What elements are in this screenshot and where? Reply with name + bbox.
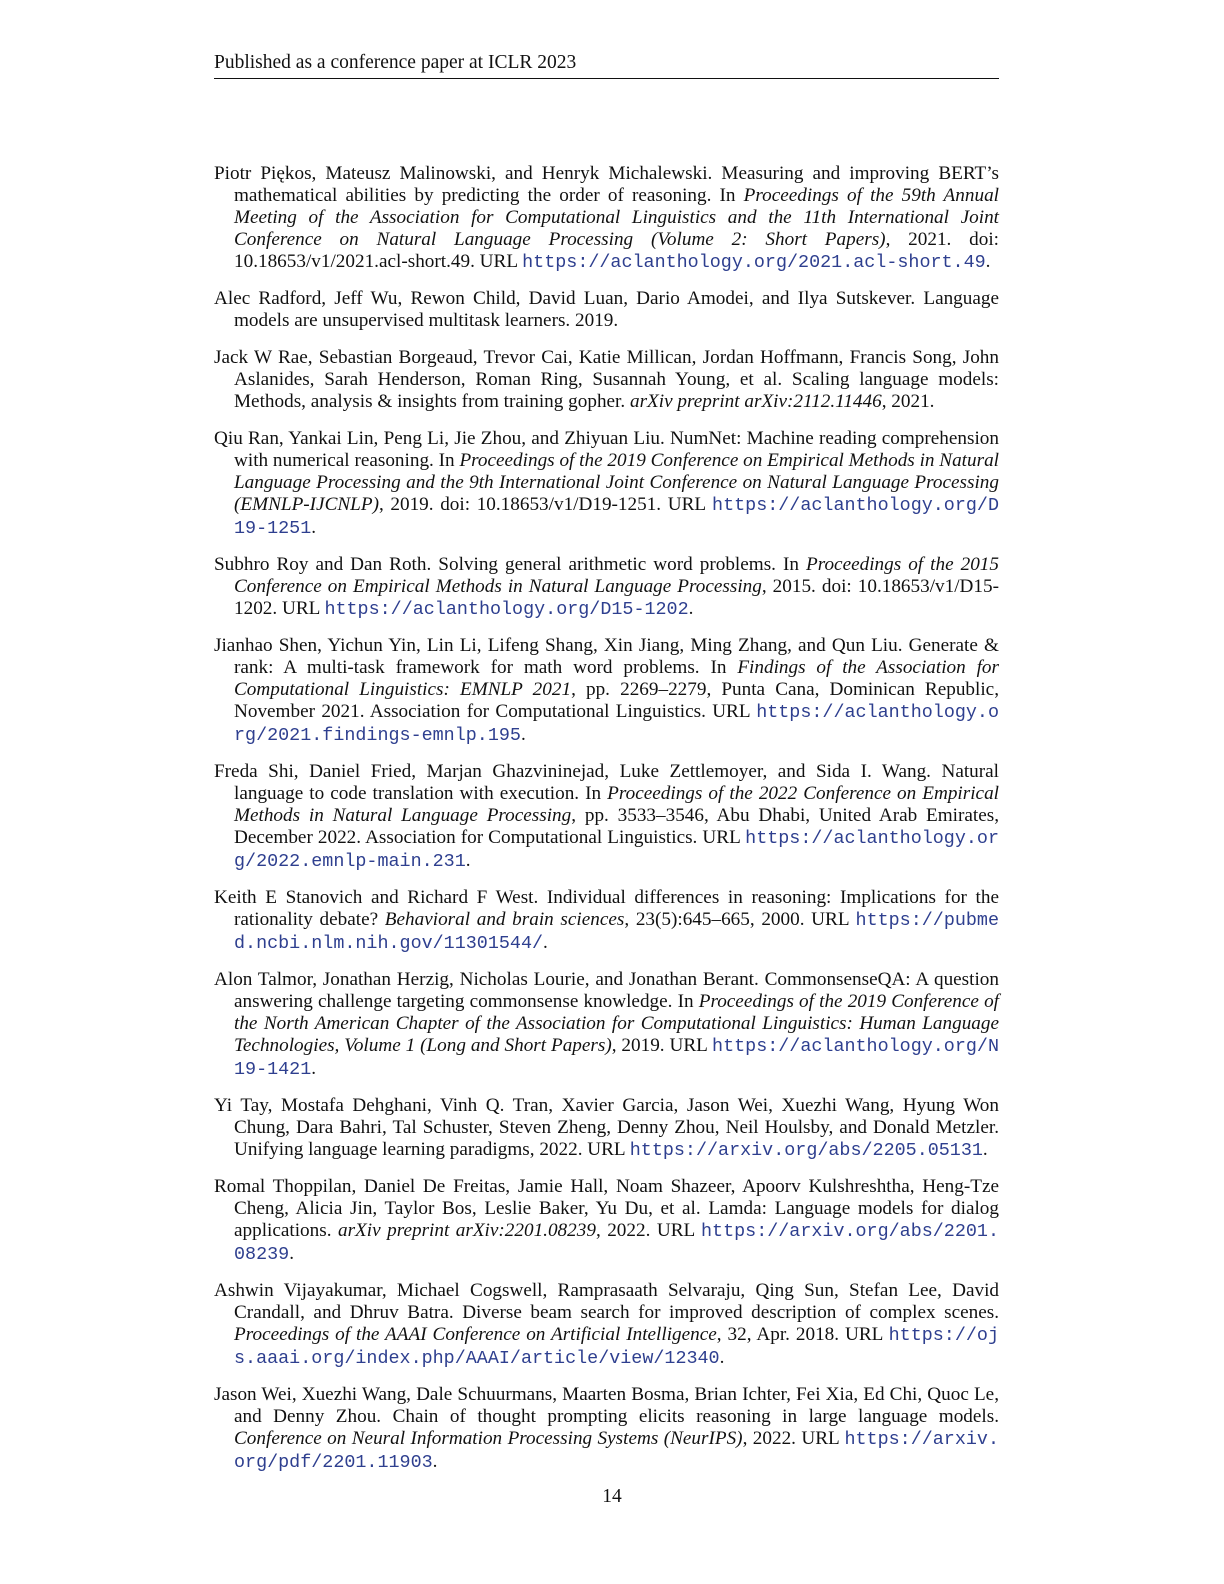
reference-venue: Proceedings of the 2019 Conference of the North American Chapter of the Association for Computational Linguistics: Human Language Technologies, Volume 1 (Long and Short Papers): [234, 991, 999, 1056]
reference-details: , 2019. doi: 10.18653/v1/D19-1251. URL: [378, 494, 713, 515]
reference-end: .: [311, 517, 317, 538]
reference-text: Jack W Rae, Sebastian Borgeaud, Trevor Cai, Katie Millican, Jordan Hoffmann, Francis Song, John Aslanides, Sarah Henderson, Roman Ring, Susannah Young, et al. Scaling language models: Methods, analysis & insights from training gopher.: [214, 347, 999, 412]
reference-url-link[interactable]: https://aclanthology.org/2021.findings-emnlp.195: [234, 702, 999, 746]
reference-venue: Proceedings of the AAAI Conference on Artificial Intelligence: [234, 1324, 717, 1345]
reference-details: , pp. 2269–2279, Punta Cana, Dominican Republic, November 2021. Association for Computational Linguistics. URL: [234, 679, 999, 722]
reference-item: [214, 288, 999, 333]
reference-text: Alec Radford, Jeff Wu, Rewon Child, David Luan, Dario Amodei, and Ilya Sutskever. Language models are unsupervised multitask learners. 2019.: [214, 288, 999, 331]
reference-details: , 2022. URL: [742, 1428, 845, 1449]
reference-url-link[interactable]: https://ojs.aaai.org/index.php/AAAI/article/view/12340: [234, 1325, 999, 1369]
reference-url-link[interactable]: https://aclanthology.org/2021.acl-short.49: [522, 252, 986, 273]
reference-end: .: [311, 1058, 317, 1079]
reference-item: [214, 428, 999, 540]
reference-end: .: [985, 251, 991, 272]
reference-venue: Proceedings of the 2019 Conference on Empirical Methods in Natural Language Processing and the 9th International Joint Conference on Natural Language Processing (EMNLP-IJCNLP): [234, 450, 1000, 515]
reference-item: [214, 761, 999, 873]
reference-text: Yi Tay, Mostafa Dehghani, Vinh Q. Tran, Xavier Garcia, Jason Wei, Xuezhi Wang, Hyung Won Chung, Dara Bahri, Tal Schuster, Steven Zheng, Denny Zhou, Neil Houlsby, and Donald Metzler. Unifying language learning paradigms, 2022. URL: [214, 1095, 999, 1160]
reference-url-link[interactable]: https://aclanthology.org/D15-1202: [324, 599, 689, 620]
reference-item: [214, 554, 999, 621]
reference-url-link[interactable]: https://aclanthology.org/2022.emnlp-main.231: [234, 828, 999, 872]
reference-venue: arXiv preprint arXiv:2201.08239: [338, 1220, 596, 1241]
reference-venue: arXiv preprint arXiv:2112.11446: [629, 391, 882, 412]
reference-details: , 23(5):645–665, 2000. URL: [624, 909, 856, 930]
reference-end: .: [982, 1139, 988, 1160]
reference-item: [214, 163, 999, 274]
reference-venue: Proceedings of the 2022 Conference on Empirical Methods in Natural Language Processing: [234, 783, 999, 826]
reference-item: [214, 1384, 999, 1474]
reference-text: Alon Talmor, Jonathan Herzig, Nicholas Lourie, and Jonathan Berant. CommonsenseQA: A question answering challenge targeting commonsense knowledge. In: [214, 969, 999, 1012]
reference-end: .: [520, 724, 526, 745]
reference-url-link[interactable]: https://arxiv.org/abs/2205.05131: [629, 1140, 983, 1161]
reference-item: [214, 1280, 999, 1370]
reference-url-link[interactable]: https://aclanthology.org/D19-1251: [234, 495, 999, 539]
reference-text: Ashwin Vijayakumar, Michael Cogswell, Ramprasaath Selvaraju, Qing Sun, Stefan Lee, David Crandall, and Dhruv Batra. Diverse beam search for improved description of complex scenes.: [214, 1280, 999, 1323]
reference-item: [214, 969, 999, 1081]
reference-url-link[interactable]: https://pubmed.ncbi.nlm.nih.gov/11301544/: [234, 910, 1000, 954]
reference-venue: Proceedings of the 2015 Conference on Empirical Methods in Natural Language Processing: [234, 554, 999, 597]
reference-details: , 2021. doi: 10.18653/v1/2021.acl-short.49. URL: [234, 229, 999, 272]
reference-text: Subhro Roy and Dan Roth. Solving general arithmetic word problems. In: [214, 554, 806, 575]
reference-item: [214, 1095, 999, 1162]
reference-text: Piotr Piękos, Mateusz Malinowski, and Henryk Michalewski. Measuring and improving BERT’s mathematical abilities by predicting the order of reasoning. In: [214, 163, 999, 206]
reference-text: Jianhao Shen, Yichun Yin, Lin Li, Lifeng Shang, Xin Jiang, Ming Zhang, and Qun Liu. Generate & rank: A multi-task framework for math word problems. In: [214, 635, 999, 678]
reference-item: [214, 887, 999, 955]
reference-end: .: [543, 932, 548, 953]
reference-text: Qiu Ran, Yankai Lin, Peng Li, Jie Zhou, and Zhiyuan Liu. NumNet: Machine reading comprehension with numerical reasoning. In: [214, 428, 999, 471]
reference-details: , 2019. URL: [611, 1035, 713, 1056]
reference-venue: Proceedings of the 59th Annual Meeting of the Association for Computational Linguistics and the 11th International Joint Conference on Natural Language Processing (Volume 2: Short Papers): [234, 185, 999, 250]
reference-url-link[interactable]: https://aclanthology.org/N19-1421: [234, 1036, 999, 1080]
reference-venue: Conference on Neural Information Processing Systems (NeurIPS): [234, 1428, 743, 1449]
reference-venue: Findings of the Association for Computational Linguistics: EMNLP 2021: [234, 657, 999, 700]
page-number: 14: [602, 1486, 622, 1507]
reference-item: [214, 635, 999, 747]
reference-text: Jason Wei, Xuezhi Wang, Dale Schuurmans, Maarten Bosma, Brian Ichter, Fei Xia, Ed Chi, Quoc Le, and Denny Zhou. Chain of thought prompting elicits reasoning in large language models.: [214, 1384, 999, 1427]
reference-details: , 2021.: [881, 391, 935, 412]
reference-details: , 2022. URL: [595, 1220, 702, 1241]
reference-end: .: [432, 1451, 438, 1472]
reference-text: Freda Shi, Daniel Fried, Marjan Ghazvininejad, Luke Zettlemoyer, and Sida I. Wang. Natural language to code translation with execution. In: [214, 761, 999, 804]
reference-item: [214, 347, 999, 414]
reference-url-link[interactable]: https://arxiv.org/pdf/2201.11903: [234, 1429, 999, 1473]
reference-end: .: [465, 850, 471, 871]
reference-details: , 32, Apr. 2018. URL: [716, 1324, 889, 1345]
reference-end: .: [719, 1347, 725, 1368]
reference-end: .: [688, 598, 694, 619]
reference-list: [214, 163, 999, 1488]
reference-text: Romal Thoppilan, Daniel De Freitas, Jamie Hall, Noam Shazeer, Apoorv Kulshreshtha, Heng-Tze Cheng, Alicia Jin, Taylor Bos, Leslie Baker, Yu Du, et al. Lamda: Language models for dialog applications.: [214, 1176, 999, 1241]
reference-end: .: [289, 1243, 294, 1264]
reference-details: , 2015. doi: 10.18653/v1/D15-1202. URL: [234, 576, 999, 619]
reference-details: , pp. 3533–3546, Abu Dhabi, United Arab Emirates, December 2022. Association for Computational Linguistics. URL: [234, 805, 1000, 848]
reference-url-link[interactable]: https://arxiv.org/abs/2201.08239: [234, 1221, 999, 1265]
reference-venue: Behavioral and brain sciences: [384, 909, 625, 930]
running-header: Published as a conference paper at ICLR 2023: [214, 51, 999, 79]
reference-text: Keith E Stanovich and Richard F West. Individual differences in reasoning: Implications for the rationality debate?: [214, 887, 999, 930]
reference-item: [214, 1176, 999, 1266]
